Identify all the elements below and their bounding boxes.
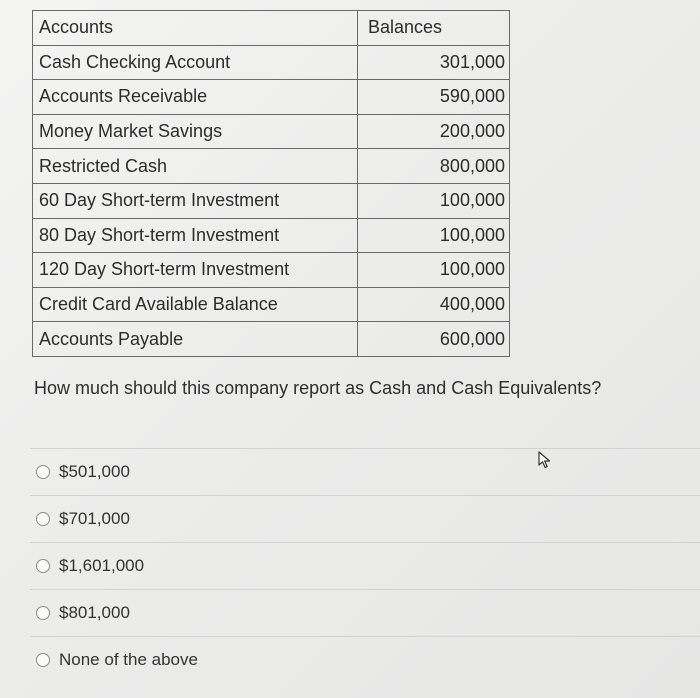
table-row bbox=[33, 253, 510, 288]
account-balance: 590,000 bbox=[358, 80, 510, 115]
accounts-table-container bbox=[32, 10, 510, 357]
account-balance: 301,000 bbox=[358, 45, 510, 80]
account-name: Accounts Payable bbox=[33, 322, 358, 357]
table-row bbox=[33, 114, 510, 149]
answer-option-701000[interactable] bbox=[30, 495, 700, 542]
option-label: $1,601,000 bbox=[59, 556, 145, 575]
mouse-pointer-icon bbox=[537, 451, 553, 469]
account-balance: 100,000 bbox=[358, 183, 510, 218]
account-name: 80 Day Short-term Investment bbox=[33, 218, 358, 253]
account-name: Cash Checking Account bbox=[33, 45, 358, 80]
option-label: $501,000 bbox=[59, 462, 130, 481]
table-row bbox=[33, 183, 510, 218]
radio-button-icon[interactable] bbox=[36, 606, 50, 620]
option-label: None of the above bbox=[59, 650, 198, 669]
account-name: Money Market Savings bbox=[33, 114, 358, 149]
radio-button-icon[interactable] bbox=[36, 465, 50, 479]
accounts-table bbox=[32, 10, 510, 357]
table-row bbox=[33, 322, 510, 357]
table-header-row bbox=[33, 11, 510, 46]
table-row bbox=[33, 287, 510, 322]
question-text: How much should this company report as Cash and Cash Equivalents? bbox=[34, 378, 602, 398]
account-balance: 200,000 bbox=[358, 114, 510, 149]
account-balance: 100,000 bbox=[358, 253, 510, 288]
answer-options bbox=[30, 448, 700, 683]
account-name: Accounts Receivable bbox=[33, 80, 358, 115]
account-balance: 800,000 bbox=[358, 149, 510, 184]
accounts-header: Accounts bbox=[33, 11, 358, 46]
option-label: $701,000 bbox=[59, 509, 130, 528]
answer-option-501000[interactable] bbox=[30, 448, 700, 495]
account-name: Restricted Cash bbox=[33, 149, 358, 184]
radio-button-icon[interactable] bbox=[36, 512, 50, 526]
radio-button-icon[interactable] bbox=[36, 653, 50, 667]
account-balance: 600,000 bbox=[358, 322, 510, 357]
table-row bbox=[33, 80, 510, 115]
account-name: 120 Day Short-term Investment bbox=[33, 253, 358, 288]
account-balance: 100,000 bbox=[358, 218, 510, 253]
account-name: Credit Card Available Balance bbox=[33, 287, 358, 322]
option-label: $801,000 bbox=[59, 603, 130, 622]
balances-header: Balances bbox=[358, 11, 510, 46]
table-row bbox=[33, 149, 510, 184]
answer-option-1601000[interactable] bbox=[30, 542, 700, 589]
table-row bbox=[33, 218, 510, 253]
account-name: 60 Day Short-term Investment bbox=[33, 183, 358, 218]
answer-option-none-of-the-above[interactable] bbox=[30, 636, 700, 683]
account-balance: 400,000 bbox=[358, 287, 510, 322]
radio-button-icon[interactable] bbox=[36, 559, 50, 573]
answer-option-801000[interactable] bbox=[30, 589, 700, 636]
table-row bbox=[33, 45, 510, 80]
